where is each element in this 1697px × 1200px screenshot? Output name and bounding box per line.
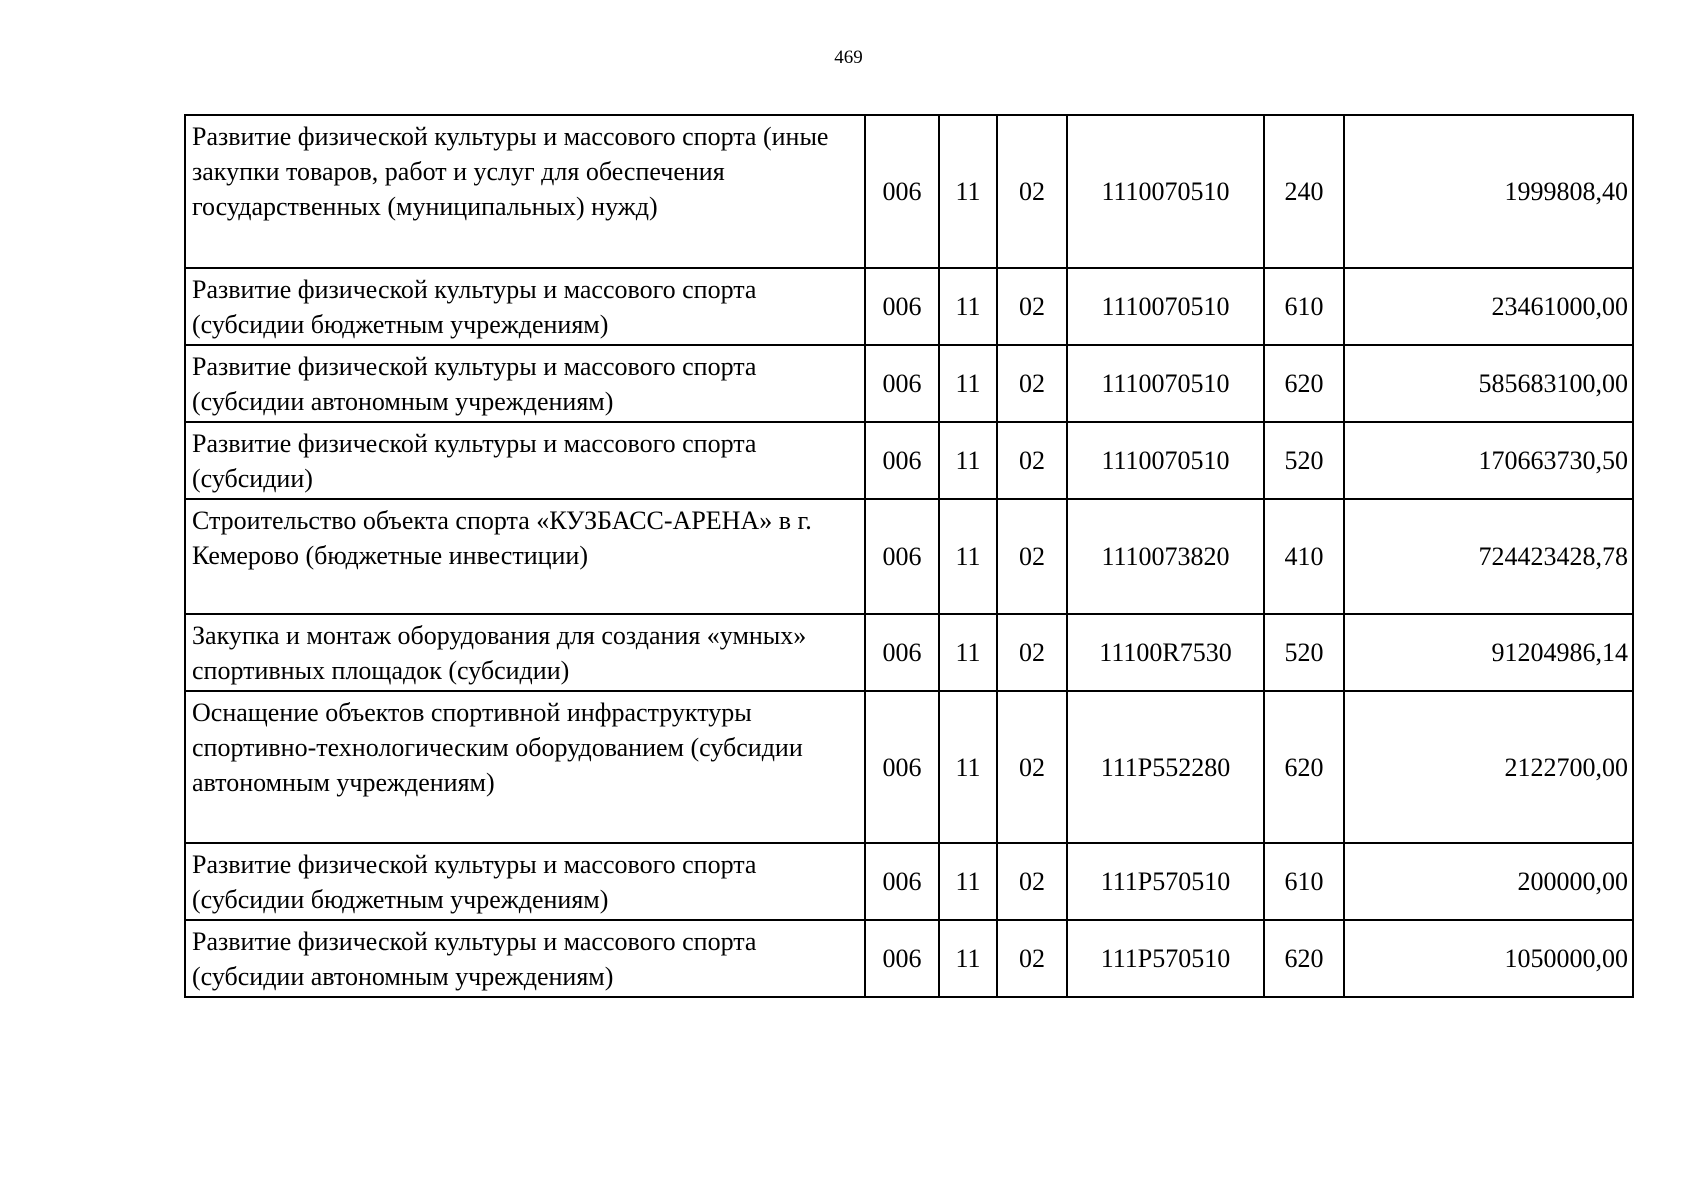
subsection-code-cell: 02 (997, 691, 1067, 843)
target-item-cell: 11100R7530 (1067, 614, 1264, 691)
expense-type-cell: 240 (1264, 115, 1344, 268)
expense-type-cell: 620 (1264, 691, 1344, 843)
subsection-code-cell: 02 (997, 843, 1067, 920)
target-item-cell: 1110073820 (1067, 499, 1264, 614)
amount-cell: 170663730,50 (1344, 422, 1633, 499)
expense-name-cell: Развитие физической культуры и массового спорта (субсидии) (185, 422, 865, 499)
expense-type-cell: 610 (1264, 843, 1344, 920)
budget-table (184, 114, 1634, 998)
expense-type-cell: 620 (1264, 345, 1344, 422)
target-item-cell: 1110070510 (1067, 422, 1264, 499)
table-row (185, 345, 1633, 422)
section-code-cell: 11 (939, 422, 997, 499)
target-item-cell: 111P570510 (1067, 920, 1264, 997)
table-row (185, 499, 1633, 614)
expense-type-cell: 620 (1264, 920, 1344, 997)
amount-cell: 585683100,00 (1344, 345, 1633, 422)
expense-name-cell: Закупка и монтаж оборудования для создания «умных» спортивных площадок (субсидии) (185, 614, 865, 691)
section-code-cell: 11 (939, 614, 997, 691)
subsection-code-cell: 02 (997, 614, 1067, 691)
expense-name-cell: Развитие физической культуры и массового спорта (субсидии автономным учреждениям) (185, 345, 865, 422)
target-item-cell: 111P570510 (1067, 843, 1264, 920)
table-row (185, 691, 1633, 843)
table-row (185, 843, 1633, 920)
ministry-code-cell: 006 (865, 268, 939, 345)
amount-cell: 23461000,00 (1344, 268, 1633, 345)
expense-type-cell: 610 (1264, 268, 1344, 345)
section-code-cell: 11 (939, 499, 997, 614)
amount-cell: 91204986,14 (1344, 614, 1633, 691)
table-row (185, 920, 1633, 997)
expense-name-cell: Развитие физической культуры и массового спорта (субсидии автономным учреждениям) (185, 920, 865, 997)
expense-name-cell: Развитие физической культуры и массового спорта (иные закупки товаров, работ и услуг для обеспечения государственных (муниципальных) нужд) (185, 115, 865, 268)
subsection-code-cell: 02 (997, 499, 1067, 614)
ministry-code-cell: 006 (865, 614, 939, 691)
expense-type-cell: 520 (1264, 422, 1344, 499)
ministry-code-cell: 006 (865, 691, 939, 843)
expense-name-cell: Строительство объекта спорта «КУЗБАСС-АРЕНА» в г. Кемерово (бюджетные инвестиции) (185, 499, 865, 614)
page-number: 469 (834, 47, 863, 68)
section-code-cell: 11 (939, 843, 997, 920)
table-row (185, 115, 1633, 268)
section-code-cell: 11 (939, 345, 997, 422)
ministry-code-cell: 006 (865, 422, 939, 499)
subsection-code-cell: 02 (997, 345, 1067, 422)
section-code-cell: 11 (939, 920, 997, 997)
subsection-code-cell: 02 (997, 268, 1067, 345)
target-item-cell: 1110070510 (1067, 345, 1264, 422)
target-item-cell: 1110070510 (1067, 268, 1264, 345)
subsection-code-cell: 02 (997, 920, 1067, 997)
target-item-cell: 111P552280 (1067, 691, 1264, 843)
ministry-code-cell: 006 (865, 920, 939, 997)
ministry-code-cell: 006 (865, 843, 939, 920)
amount-cell: 200000,00 (1344, 843, 1633, 920)
subsection-code-cell: 02 (997, 422, 1067, 499)
subsection-code-cell: 02 (997, 115, 1067, 268)
ministry-code-cell: 006 (865, 345, 939, 422)
expense-name-cell: Оснащение объектов спортивной инфраструктуры спортивно-технологическим оборудованием (субсидии автономным учреждениям) (185, 691, 865, 843)
table-row (185, 614, 1633, 691)
expense-name-cell: Развитие физической культуры и массового спорта (субсидии бюджетным учреждениям) (185, 268, 865, 345)
section-code-cell: 11 (939, 691, 997, 843)
section-code-cell: 11 (939, 268, 997, 345)
table-row (185, 268, 1633, 345)
expense-name-cell: Развитие физической культуры и массового спорта (субсидии бюджетным учреждениям) (185, 843, 865, 920)
amount-cell: 1999808,40 (1344, 115, 1633, 268)
expense-type-cell: 520 (1264, 614, 1344, 691)
expense-type-cell: 410 (1264, 499, 1344, 614)
target-item-cell: 1110070510 (1067, 115, 1264, 268)
ministry-code-cell: 006 (865, 115, 939, 268)
amount-cell: 1050000,00 (1344, 920, 1633, 997)
ministry-code-cell: 006 (865, 499, 939, 614)
amount-cell: 724423428,78 (1344, 499, 1633, 614)
table-row (185, 422, 1633, 499)
section-code-cell: 11 (939, 115, 997, 268)
amount-cell: 2122700,00 (1344, 691, 1633, 843)
